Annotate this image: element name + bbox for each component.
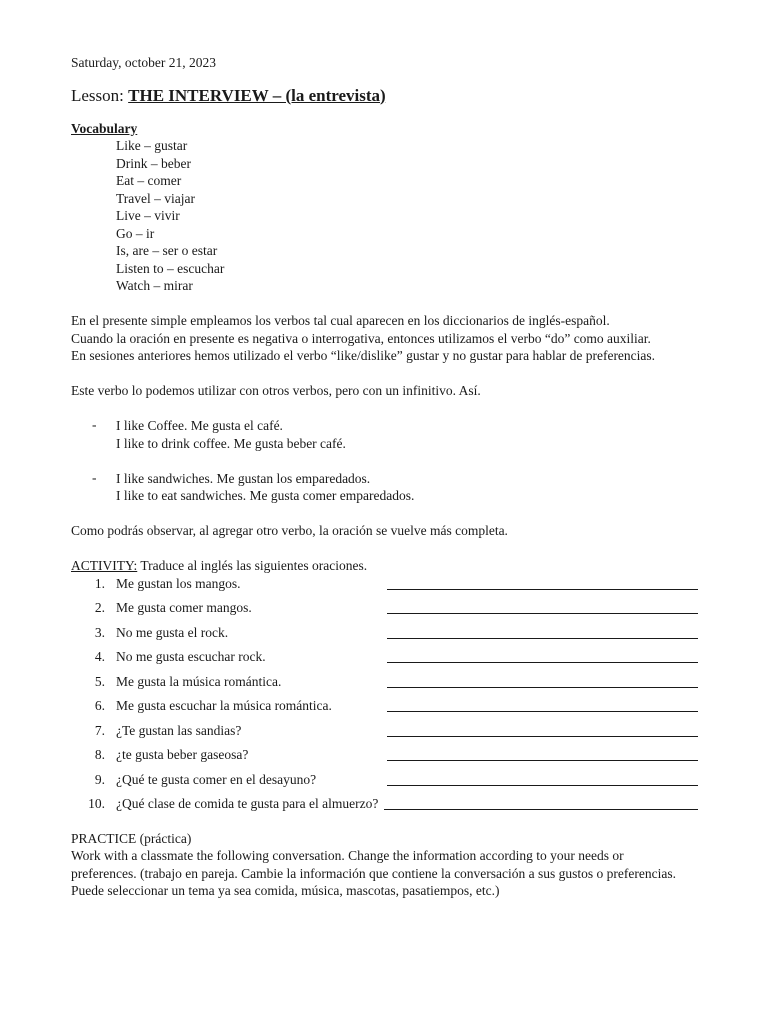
document-page	[71, 54, 711, 900]
activity-item	[71, 771, 711, 796]
lesson-title: THE INTERVIEW – (la entrevista)	[128, 85, 386, 105]
vocabulary-item: Drink – beber	[116, 155, 191, 171]
activity-sentence: No me gusta el rock.	[116, 624, 229, 640]
answer-blank[interactable]	[387, 638, 698, 639]
activity-number: 8.	[94, 747, 105, 762]
activity-item	[71, 599, 711, 624]
explanation-line: En el presente simple empleamos los verbos tal cual aparecen en los diccionarios de inglés-español.	[71, 313, 610, 328]
activity-item	[71, 697, 711, 722]
activity-sentence: Me gustan los mangos.	[116, 575, 241, 591]
activity-number: 2.	[94, 600, 105, 615]
vocabulary-item: Is, are – ser o estar	[116, 243, 218, 258]
lesson-label: Lesson:	[71, 85, 124, 105]
activity-label: ACTIVITY:	[71, 558, 138, 573]
practice-heading: PRACTICE (práctica)	[71, 830, 192, 846]
dash-bullet: -	[92, 469, 97, 485]
vocabulary-item: Travel – viajar	[116, 190, 195, 206]
answer-blank[interactable]	[387, 736, 698, 737]
example-line: I like Coffee. Me gusta el café.	[116, 418, 283, 433]
explanation-paragraph	[71, 312, 711, 365]
explanation-line: Cuando la oración en presente es negativa o interrogativa, entonces utilizamos el verbo “do” como auxiliar.	[71, 330, 651, 346]
activity-sentence: Me gusta comer mangos.	[116, 600, 252, 615]
vocabulary-item: Listen to – escuchar	[116, 260, 225, 276]
example-item	[71, 470, 711, 505]
date: Saturday, october 21, 2023	[71, 55, 216, 70]
explanation-line: En sesiones anteriores hemos utilizado el verbo “like/dislike” gustar y no gustar para hablar de preferencias.	[71, 348, 656, 363]
answer-blank[interactable]	[387, 785, 698, 786]
activity-item	[71, 624, 711, 649]
vocabulary-heading: Vocabulary	[71, 120, 138, 136]
activity-number: 5.	[94, 673, 105, 689]
answer-blank[interactable]	[387, 662, 698, 663]
vocabulary-item: Like – gustar	[116, 138, 188, 153]
activity-item	[71, 648, 711, 673]
lesson-heading	[71, 84, 711, 108]
answer-blank[interactable]	[387, 687, 698, 688]
activity-instruction	[71, 557, 711, 575]
vocabulary-item: Watch – mirar	[116, 278, 193, 293]
activity-sentence: No me gusta escuchar rock.	[116, 649, 266, 664]
answer-blank[interactable]	[387, 613, 698, 614]
answer-blank[interactable]	[384, 809, 698, 810]
dash-bullet: -	[92, 417, 97, 432]
practice-line: Work with a classmate the following conversation. Change the information according to your needs or	[71, 848, 624, 863]
vocabulary-list	[71, 137, 711, 295]
activity-number: 7.	[94, 722, 105, 738]
vocabulary-item: Go – ir	[116, 225, 155, 241]
answer-blank[interactable]	[387, 711, 698, 712]
vocabulary-item: Live – vivir	[116, 208, 180, 223]
activity-number: 6.	[94, 698, 105, 713]
practice-line: Puede seleccionar un tema ya sea comida, música, mascotas, pasatiempos, etc.)	[71, 883, 500, 898]
answer-blank[interactable]	[387, 589, 698, 590]
activity-instruction-text: Traduce al inglés las siguientes oraciones.	[140, 558, 368, 573]
example-line: I like sandwiches. Me gustan los emparedados.	[116, 470, 371, 486]
example-item	[71, 417, 711, 452]
activity-sentence: Me gusta la música romántica.	[116, 673, 282, 689]
activity-sentence: ¿Qué te gusta comer en el desayuno?	[116, 771, 317, 787]
activity-number: 1.	[94, 575, 105, 591]
practice-paragraph	[71, 847, 711, 900]
activity-sentence: Me gusta escuchar la música romántica.	[116, 698, 332, 713]
example-line: I like to drink coffee. Me gusta beber café.	[116, 435, 346, 451]
conclusion: Como podrás observar, al agregar otro verbo, la oración se vuelve más completa.	[71, 523, 508, 538]
activity-number: 9.	[94, 771, 105, 787]
activity-item	[71, 673, 711, 698]
activity-sentence: ¿Te gustan las sandias?	[116, 722, 242, 738]
activity-sentence: ¿te gusta beber gaseosa?	[116, 747, 249, 762]
practice-line: preferences. (trabajo en pareja. Cambie la información que contiene la conversación a sus gustos o preferencias.	[71, 865, 676, 881]
activity-list	[71, 575, 711, 820]
activity-item	[71, 722, 711, 747]
activity-number: 10.	[88, 796, 105, 811]
infinitive-note: Este verbo lo podemos utilizar con otros verbos, pero con un infinitivo. Así.	[71, 383, 481, 398]
activity-item	[71, 795, 711, 820]
example-line: I like to eat sandwiches. Me gusta comer emparedados.	[116, 488, 415, 503]
vocabulary-item: Eat – comer	[116, 173, 182, 188]
activity-number: 3.	[94, 624, 105, 640]
activity-sentence: ¿Qué clase de comida te gusta para el almuerzo?	[116, 796, 379, 811]
answer-blank[interactable]	[387, 760, 698, 761]
activity-number: 4.	[94, 649, 105, 664]
activity-item	[71, 575, 711, 600]
activity-item	[71, 746, 711, 771]
